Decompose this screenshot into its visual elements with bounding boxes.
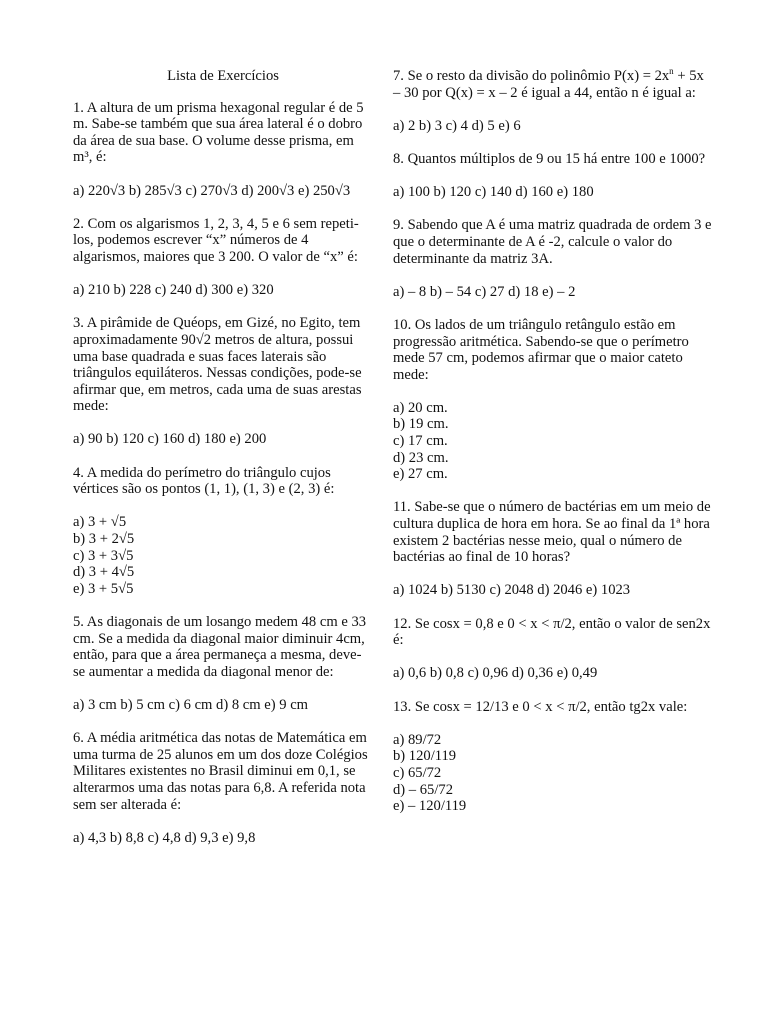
option-d: d) – 65/72 [393,781,453,798]
question-11 [393,499,713,599]
question-12-options: a) 0,6 b) 0,8 c) 0,96 d) 0,36 e) 0,49 [393,665,598,682]
option-c: c) 65/72 [393,764,442,781]
question-8-options: a) 100 b) 120 c) 140 d) 160 e) 180 [393,184,594,201]
question-1-stem: 1. A altura de um prisma hexagonal regular é de 5 m. Sabe-se também que sua área lateral é o dobro da área de sua base. O volume desse prisma, em m³, é: [73,99,364,166]
question-1 [73,100,373,200]
option-e: e) 3 + 5√5 [73,580,134,597]
question-10-stem: 10. Os lados de um triângulo retângulo estão em progressão aritmética. Sabendo-se que o perímetro mede 57 cm, podemos afirmar que o maior cateto mede: [393,316,689,383]
question-4-stem: 4. A medida do perímetro do triângulo cujos vértices são os pontos (1, 1), (1, 3) e (2, 3) é: [73,464,335,498]
question-2-stem: 2. Com os algarismos 1, 2, 3, 4, 5 e 6 sem repeti-los, podemos escrever “x” números de 4 algarismos, maiores que 3 200. O valor de “x” é: [73,215,359,265]
question-7-stem-part-a: 7. Se o resto da divisão do polinômio P(x) = 2x [393,68,670,84]
question-13-options [393,732,713,815]
option-e: e) 27 cm. [393,466,448,483]
question-4 [73,465,373,598]
question-7-stem [393,68,713,101]
question-10-options [393,400,713,483]
question-9-options: a) – 8 b) – 54 c) 27 d) 18 e) – 2 [393,283,576,300]
question-11-options: a) 1024 b) 5130 c) 2048 d) 2046 e) 1023 [393,582,631,599]
page-title: Lista de Exercícios [167,68,279,84]
question-7-stem-part-b: + 5x – 30 por Q(x) = x – 2 é igual a 44, então n é igual a: [393,68,704,101]
question-9-stem: 9. Sabendo que A é uma matriz quadrada de ordem 3 e que o determinante de A é -2, calcule o valor do determinante da matriz 3A. [393,217,712,267]
question-13 [393,699,713,815]
question-6-stem: 6. A média aritmética das notas de Matemática em uma turma de 25 alunos em um dos doze Colégios Militares existentes no Brasil diminui em 0,1, se alterarmos uma das notas para 6,8. A referida nota sem ser alterada é: [73,730,368,813]
question-8 [393,151,713,201]
question-2-options: a) 210 b) 228 c) 240 d) 300 e) 320 [73,282,274,299]
question-3-stem: 3. A pirâmide de Quéops, em Gizé, no Egito, tem aproximadamente 90√2 metros de altura, possui uma base quadrada e suas faces laterais são triângulos equiláteros. Nessas condições, pode-se afirmar que, em metros, cada uma de suas arestas mede: [73,315,362,415]
option-d: d) 23 cm. [393,449,449,466]
question-3 [73,315,373,448]
question-9 [393,217,713,300]
option-b: b) 120/119 [393,748,457,765]
question-5-options: a) 3 cm b) 5 cm c) 6 cm d) 8 cm e) 9 cm [73,696,309,713]
left-column [73,68,373,863]
question-6-options: a) 4,3 b) 8,8 c) 4,8 d) 9,3 e) 9,8 [73,829,256,846]
question-3-options: a) 90 b) 120 c) 160 d) 180 e) 200 [73,431,267,448]
question-10 [393,317,713,483]
option-a: a) 89/72 [393,731,442,748]
question-6 [73,730,373,846]
question-11-stem: 11. Sabe-se que o número de bactérias em um meio de cultura duplica de hora em hora. Se ao final da 1ª hora existem 2 bactérias nesse meio, qual o número de bactérias ao final de 10 horas? [393,499,711,566]
option-d: d) 3 + 4√5 [73,564,135,581]
option-b: b) 19 cm. [393,416,449,433]
question-8-stem: 8. Quantos múltiplos de 9 ou 15 há entre 100 e 1000? [393,150,706,167]
option-a: a) 3 + √5 [73,514,127,531]
option-b: b) 3 + 2√5 [73,531,135,548]
question-1-options: a) 220√3 b) 285√3 c) 270√3 d) 200√3 e) 250√3 [73,182,351,199]
question-4-options [73,514,373,597]
question-7-exponent: n [669,66,674,76]
option-c: c) 3 + 3√5 [73,547,134,564]
question-13-stem: 13. Se cosx = 12/13 e 0 < x < π/2, então tg2x vale: [393,698,688,715]
question-12-stem: 12. Se cosx = 0,8 e 0 < x < π/2, então o valor de sen2x é: [393,615,711,649]
option-c: c) 17 cm. [393,433,448,450]
question-5-stem: 5. As diagonais de um losango medem 48 cm e 33 cm. Se a medida da diagonal maior diminuir 4cm, então, para que a área permaneça a mesma, deve-se aumentar a medida da diagonal menor de: [73,614,367,680]
question-2 [73,216,373,299]
option-a: a) 20 cm. [393,399,448,416]
right-column [393,68,713,831]
question-5 [73,614,373,714]
question-7-options: a) 2 b) 3 c) 4 d) 5 e) 6 [393,117,521,134]
question-7 [393,68,713,134]
option-e: e) – 120/119 [393,798,467,815]
question-12 [393,616,713,682]
